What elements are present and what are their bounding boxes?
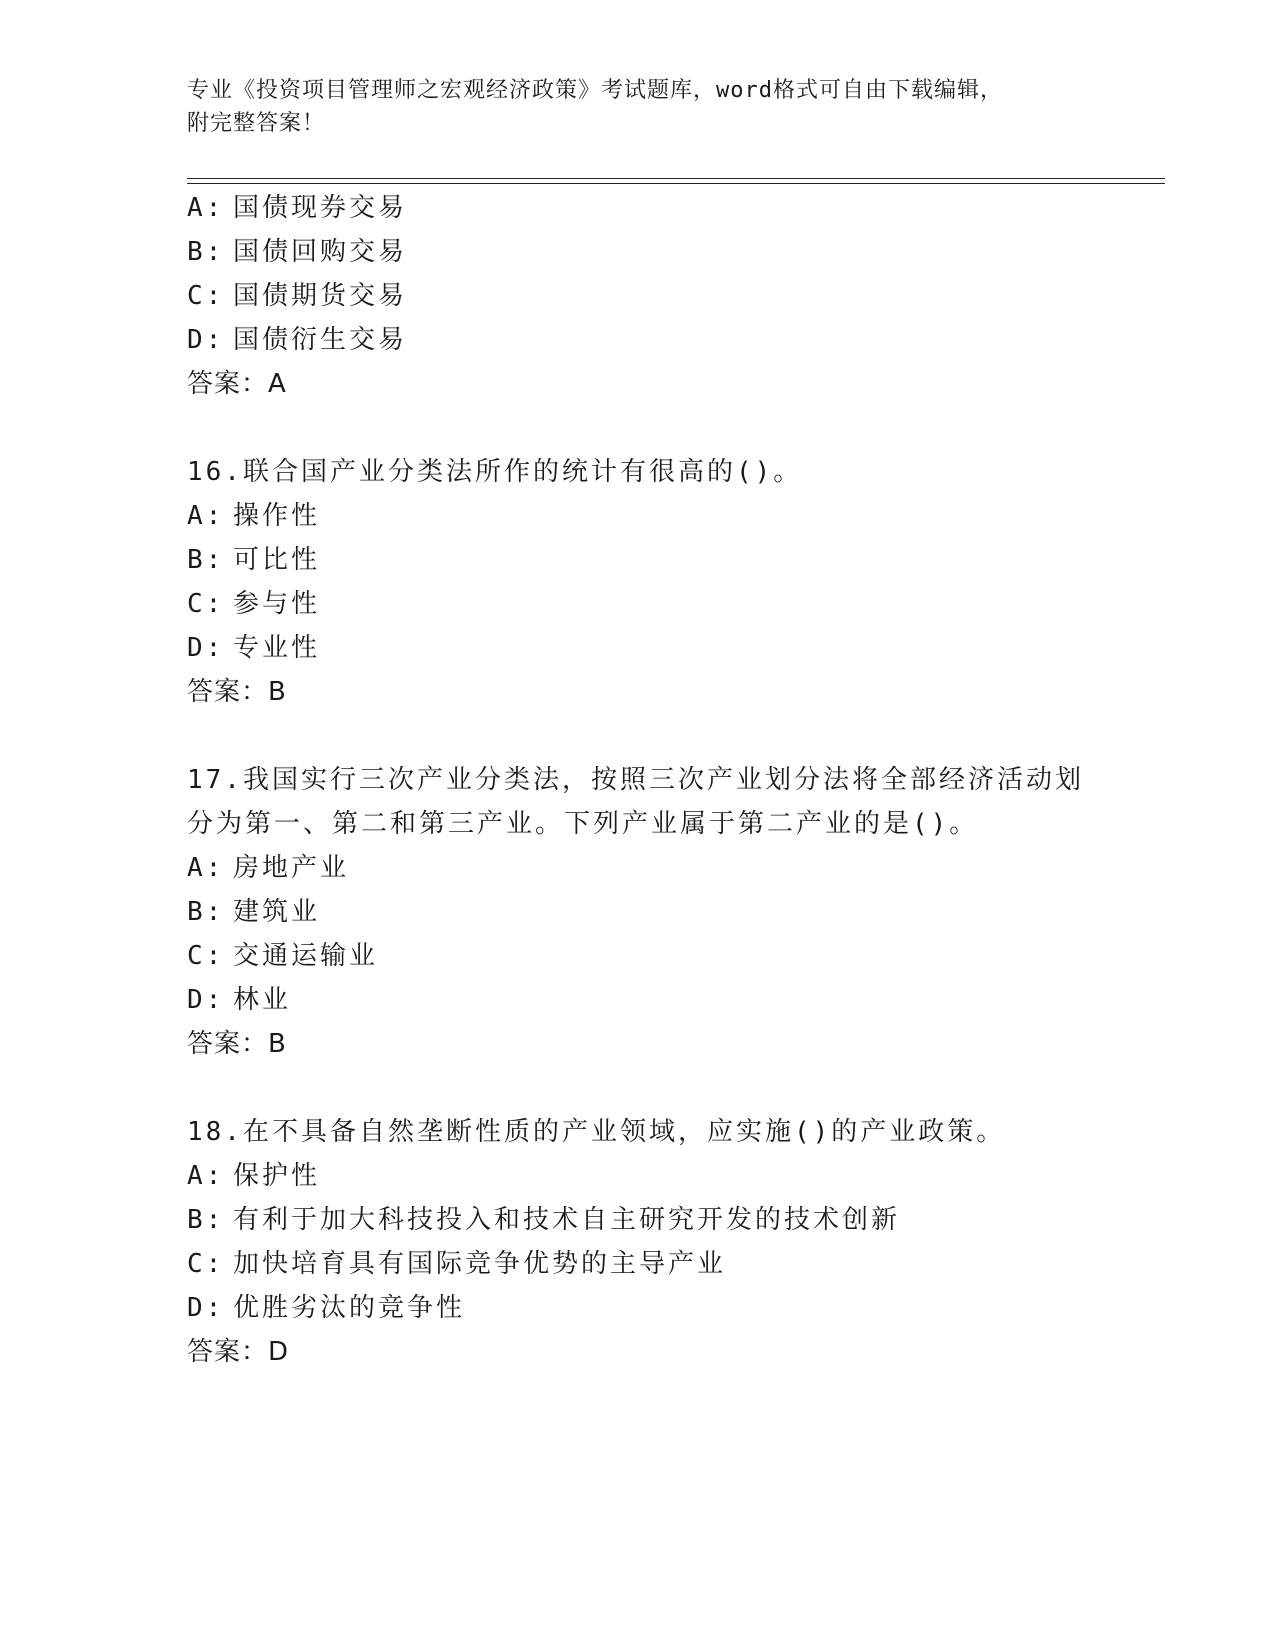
option-label: C: (187, 941, 225, 971)
option-label: D: (187, 325, 225, 355)
option-text: 保护性 (233, 1161, 321, 1191)
option-text: 优胜劣汰的竞争性 (233, 1293, 466, 1323)
option-text: 国债衍生交易 (233, 325, 408, 355)
q17-option-d (187, 983, 291, 1017)
option-label: B: (187, 545, 225, 575)
q18-question: 18.在不具备自然垄断性质的产业领域，应实施()的产业政策。 (187, 1117, 1006, 1147)
option-label: A: (187, 1161, 225, 1191)
option-text: 房地产业 (233, 853, 350, 883)
q18-option-c (187, 1247, 726, 1281)
q18-option-a (187, 1159, 320, 1193)
q17-option-c (187, 939, 378, 973)
header-divider-top (187, 178, 1165, 179)
option-label: B: (187, 1205, 225, 1235)
option-text: 参与性 (233, 589, 321, 619)
q15-option-d (187, 323, 407, 357)
option-label: C: (187, 1249, 225, 1279)
option-label: D: (187, 633, 225, 663)
option-text: 专业性 (233, 633, 321, 663)
q15-option-c (187, 279, 407, 313)
option-label: D: (187, 1293, 225, 1323)
option-text: 林业 (233, 985, 292, 1015)
q15-option-a (187, 191, 407, 225)
header-line-2: 附完整答案！ (187, 111, 326, 136)
q18-option-b (187, 1203, 900, 1237)
q16-answer: 答案：B (187, 677, 287, 707)
option-label: A: (187, 501, 225, 531)
option-label: B: (187, 237, 225, 267)
option-text: 国债现券交易 (233, 193, 408, 223)
option-label: C: (187, 589, 225, 619)
q18-option-d (187, 1291, 465, 1325)
q18-answer: 答案：D (187, 1337, 290, 1367)
option-label: A: (187, 853, 225, 883)
document-header (187, 74, 1087, 140)
option-text: 可比性 (233, 545, 321, 575)
q17-question-line-2: 分为第一、第二和第三产业。下列产业属于第二产业的是()。 (187, 809, 979, 839)
option-text: 加快培育具有国际竞争优势的主导产业 (233, 1249, 727, 1279)
option-text: 操作性 (233, 501, 321, 531)
q16-question: 16.联合国产业分类法所作的统计有很高的()。 (187, 457, 803, 487)
q17-option-b (187, 895, 320, 929)
q17-option-a (187, 851, 349, 885)
option-label: A: (187, 193, 225, 223)
q16-option-a (187, 499, 320, 533)
q16-option-c (187, 587, 320, 621)
header-divider-bottom (187, 183, 1165, 184)
option-text: 国债期货交易 (233, 281, 408, 311)
option-text: 有利于加大科技投入和技术自主研究开发的技术创新 (233, 1205, 901, 1235)
option-label: C: (187, 281, 225, 311)
q17-answer: 答案：B (187, 1029, 287, 1059)
header-line-1: 专业《投资项目管理师之宏观经济政策》考试题库，word格式可自由下载编辑， (187, 78, 1003, 103)
q17-question-line-1: 17.我国实行三次产业分类法，按照三次产业划分法将全部经济活动划 (187, 765, 1084, 795)
option-label: B: (187, 897, 225, 927)
q15-option-b (187, 235, 407, 269)
option-text: 国债回购交易 (233, 237, 408, 267)
option-text: 建筑业 (233, 897, 321, 927)
q15-answer: 答案：A (187, 369, 287, 399)
q16-option-d (187, 631, 320, 665)
option-text: 交通运输业 (233, 941, 379, 971)
option-label: D: (187, 985, 225, 1015)
q16-option-b (187, 543, 320, 577)
